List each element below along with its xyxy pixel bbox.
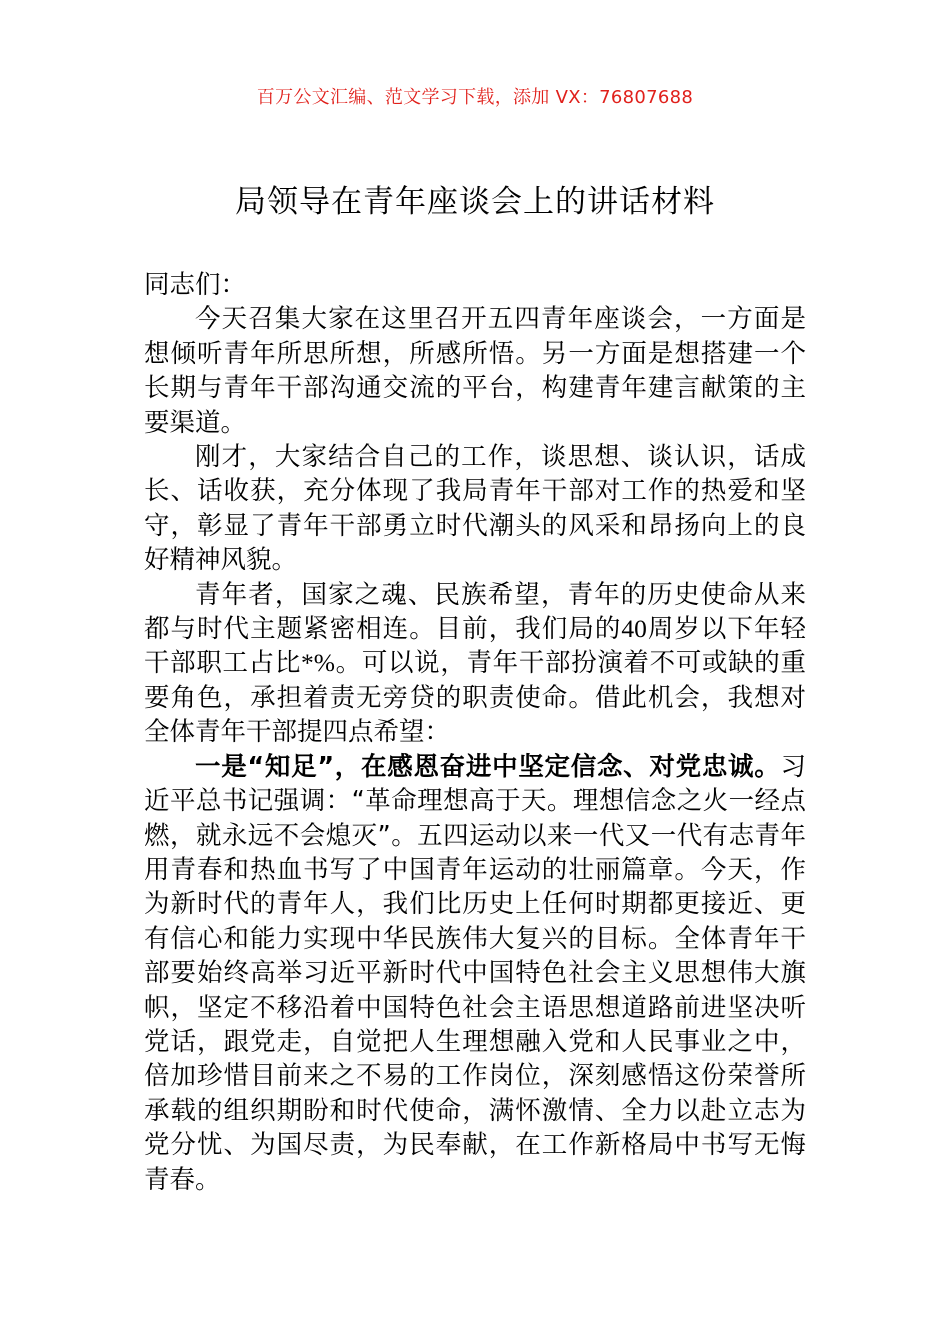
document-title: 局领导在青年座谈会上的讲话材料 [235, 184, 715, 220]
paragraph-3-part-b: 周岁以下年轻干部职工占比 [144, 614, 806, 679]
paragraph-3-number: 40 [621, 614, 647, 644]
paragraph-4-body: 习近平总书记强调：“革命理想高于天。理想信念之火一经点燃，就永远不会熄灭”。五四运动以来一代又一代有志青年用青春和热血书写了中国青年运动的壮丽篇章。今天，作为新时代的青年人，我们比历史上任何时期都更接近、更有信心和能力实现中华民族伟大复兴的目标。全体青年干部要始终高举习近平新时代中国特色社会主义思想伟大旗帜，坚定不移沿着中国特色社会主语思想道路前进坚决听党话，跟党走，自觉把人生理想融入党和人民事业之中，倍加珍惜目前来之不易的工作岗位，深刻感悟这份荣誉所承载的组织期盼和时代使命，满怀激情、全力以赴立志为党分忧、为国尽责，为民奉献，在工作新格局中书写无悔青春。 [144, 751, 806, 1195]
paragraph-3-part-c: 。可以说，青年干部扮演着不可或缺的重要角色，承担着责无旁贷的职责使命。借此机会，我想对全体青年干部提四点希望： [144, 648, 806, 748]
paragraph-3-percent: *% [301, 648, 335, 678]
paragraph-1: 今天召集大家在这里召开五四青年座谈会，一方面是想倾听青年所思所想，所感所悟。另一方面是想搭建一个长期与青年干部沟通交流的平台，构建青年建言献策的主要渠道。 [144, 304, 806, 438]
salutation: 同志们： [144, 270, 247, 300]
paragraph-4-heading: 一是“知足”，在感恩奋进中坚定信念、对党忠诚。 [195, 751, 781, 782]
paragraph-4 [144, 750, 806, 1197]
paragraph-3 [144, 578, 806, 750]
paragraph-2: 刚才，大家结合自己的工作，谈思想、谈认识，话成长、话收获，充分体现了我局青年干部对工作的热爱和坚守，彰显了青年干部勇立时代潮头的风采和昂扬向上的良好精神风貌。 [144, 442, 806, 576]
document-body [144, 268, 806, 1197]
header-watermark-note: 百万公文汇编、范文学习下载，添加 VX：76807688 [256, 87, 694, 108]
paragraph-3-part-a: 青年者，国家之魂、民族希望，青年的历史使命从来都与时代主题紧密相连。目前，我们局的 [144, 579, 806, 645]
